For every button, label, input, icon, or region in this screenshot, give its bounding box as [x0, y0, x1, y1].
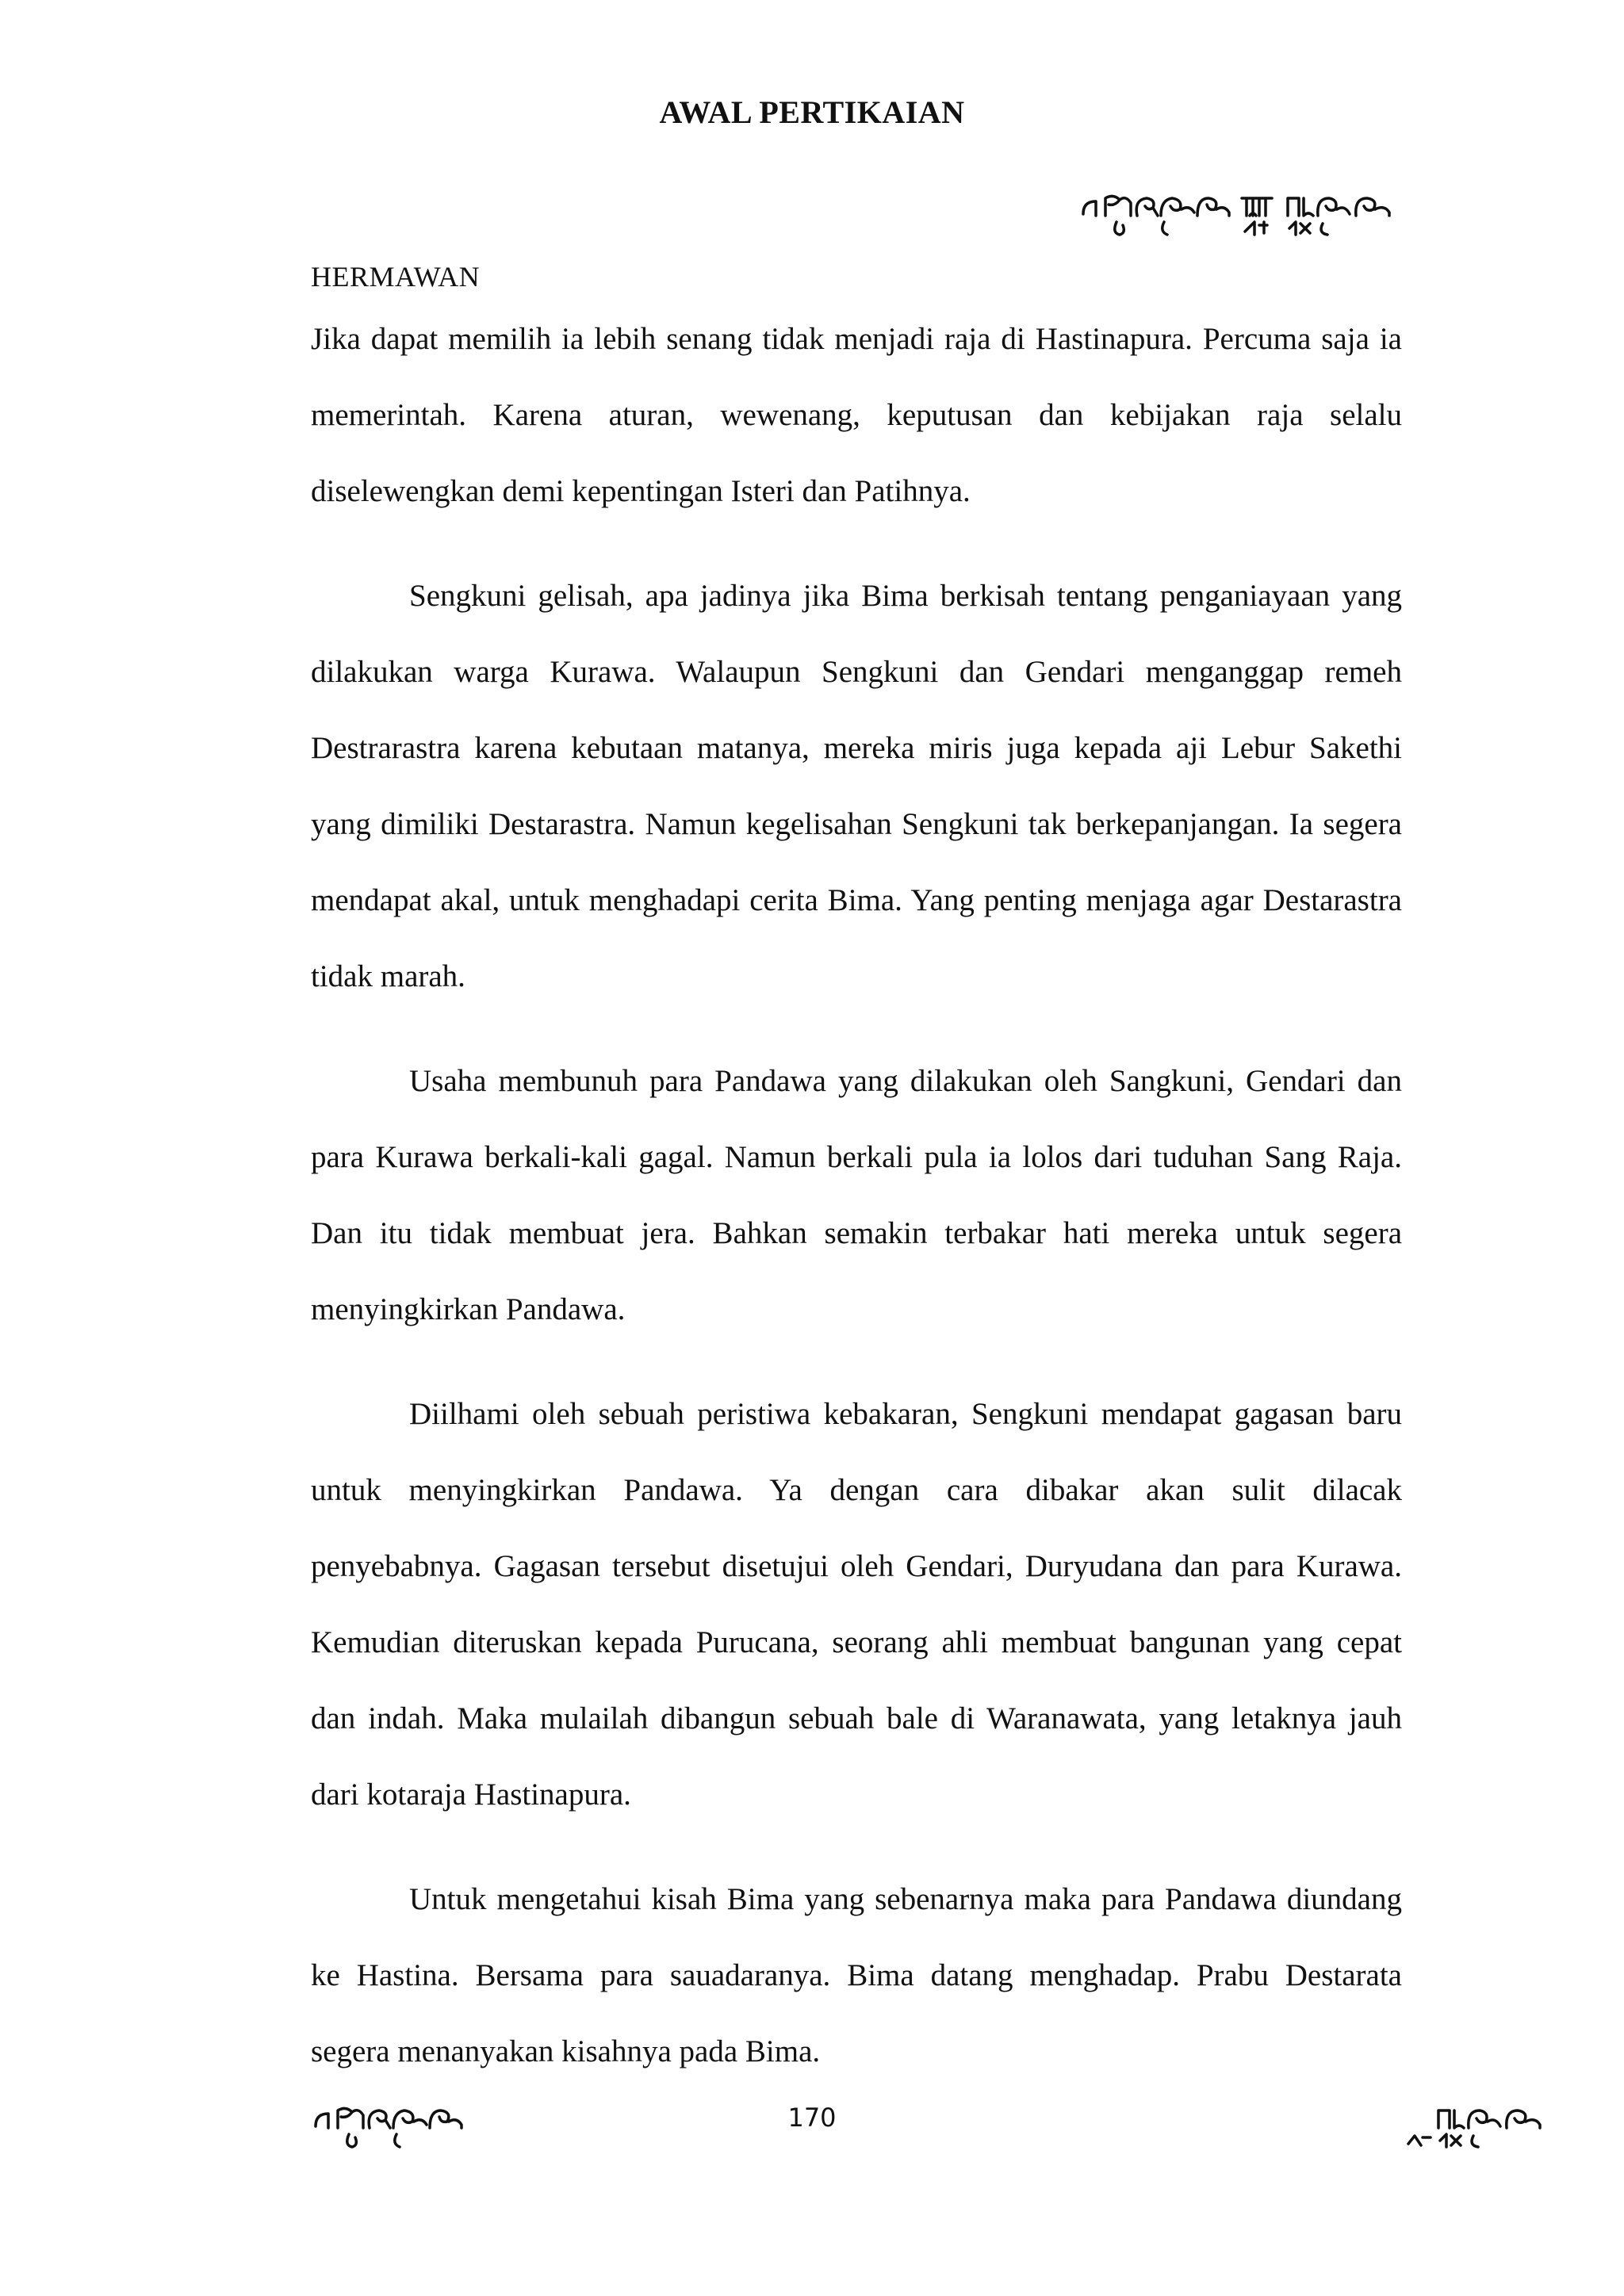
- javanese-script-header-icon: [1078, 187, 1411, 251]
- page-title: AWAL PERTIKAIAN: [659, 94, 965, 130]
- javanese-script-right-icon: [1404, 2099, 1554, 2163]
- document-body: [311, 301, 1402, 2118]
- paragraph-4: Diilhami oleh sebuah peristiwa kebakaran, Sengkuni mendapat gagasan baru untuk menyingkirkan Pandawa. Ya dengan cara dibakar akan sulit dilacak penyebabnya. Gagasan tersebut disetujui oleh Gendari, Duryudana dan para Kurawa. Kemudian diteruskan kepada Purucana, seorang ahli membuat bangunan yang cepat dan indah. Maka mulailah dibangun sebuah bale di Waranawata, yang letaknya jauh dari kotaraja Hastinapura.: [311, 1397, 1402, 1812]
- paragraph-2: Sengkuni gelisah, apa jadinya jika Bima berkisah tentang penganiayaan yang dilakukan warga Kurawa. Walaupun Sengkuni dan Gendari menganggap remeh Destrarastra karena kebutaan matanya, mereka miris juga kepada aji Lebur Sakethi yang dimiliki Destarastra. Namun kegelisahan Sengkuni tak berkepanjangan. Ia segera mendapat akal, untuk menghadapi cerita Bima. Yang penting menjaga agar Destarastra tidak marah.: [311, 579, 1402, 993]
- javanese-script-left-icon: [311, 2099, 493, 2163]
- page-number: 170: [787, 2103, 837, 2133]
- paragraph-5: Untuk mengetahui kisah Bima yang sebenarnya maka para Pandawa diundang ke Hastina. Bersama para sauadaranya. Bima datang menghadap. Prabu Destarata segera menanyakan kisahnya pada Bima.: [311, 1882, 1402, 2068]
- paragraph-1: Jika dapat memilih ia lebih senang tidak menjadi raja di Hastinapura. Percuma saja ia memerintah. Karena aturan, wewenang, keputusan dan kebijakan raja selalu diselewengkan demi kepentingan Isteri dan Patihnya.: [311, 322, 1402, 508]
- paragraph-3: Usaha membunuh para Pandawa yang dilakukan oleh Sangkuni, Gendari dan para Kurawa berkali-kali gagal. Namun berkali pula ia lolos dari tuduhan Sang Raja. Dan itu tidak membuat jera. Bahkan semakin terbakar hati mereka untuk segera menyingkirkan Pandawa.: [311, 1064, 1402, 1326]
- author-name: HERMAWAN: [311, 261, 481, 293]
